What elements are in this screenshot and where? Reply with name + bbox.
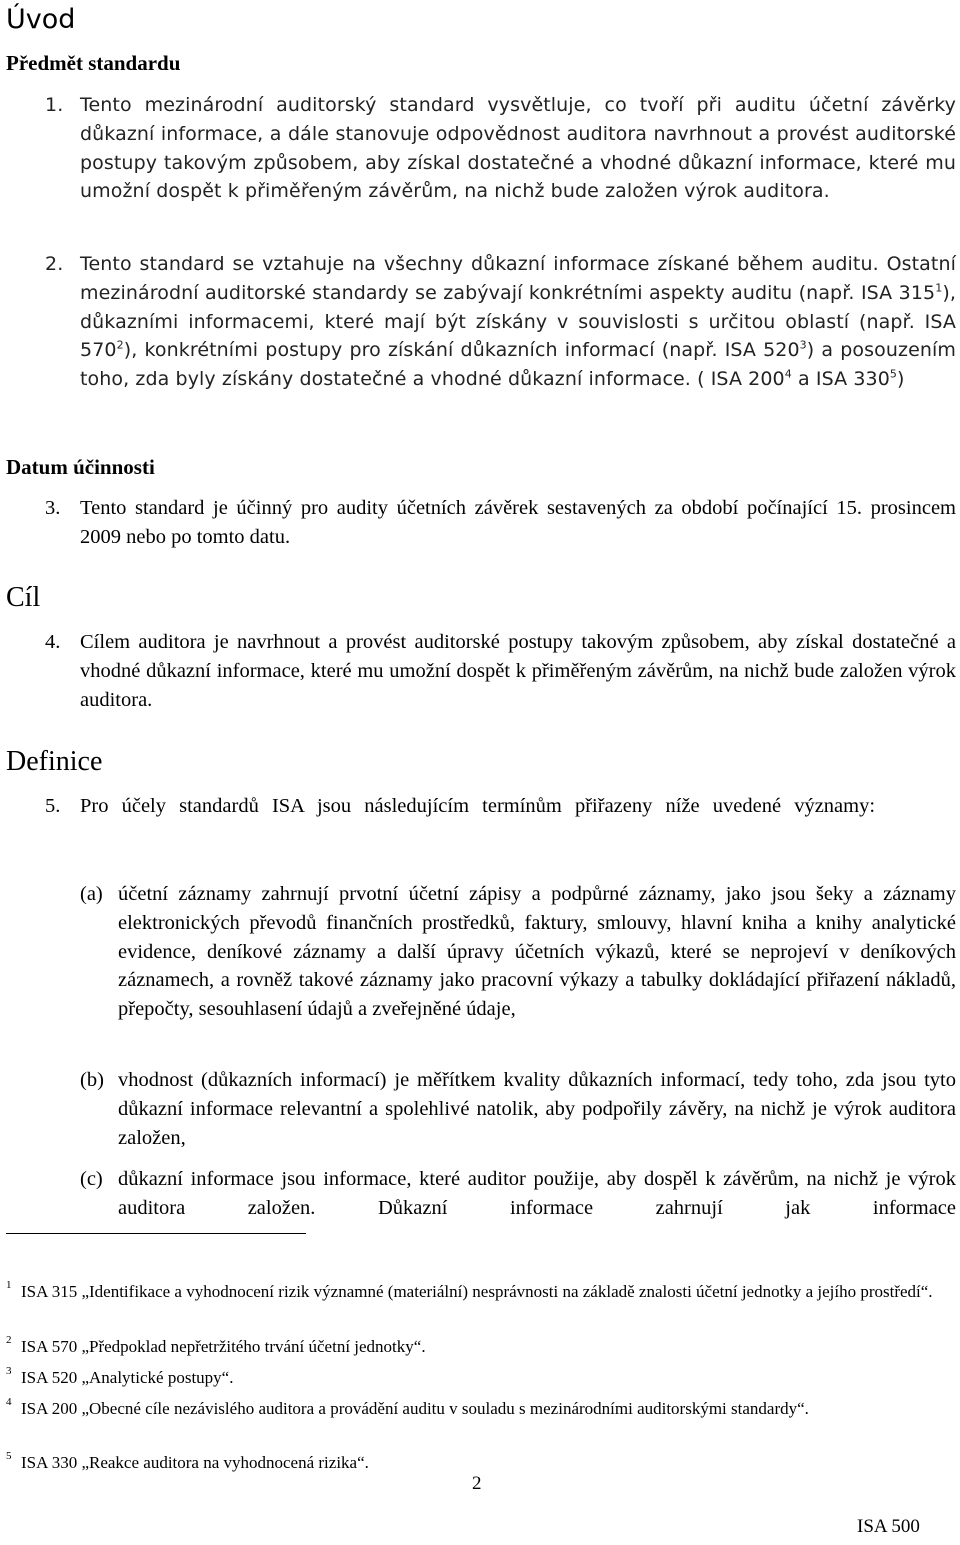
footnote-text: ISA 520 „Analytické postupy“. — [21, 1368, 234, 1387]
paragraph-1 — [45, 91, 956, 206]
footnote-ref-2: 2 — [116, 339, 124, 353]
footnote-text: ISA 570 „Předpoklad nepřetržitého trvání účetní jednotky“. — [21, 1337, 426, 1356]
paragraph-5 — [45, 792, 956, 821]
paragraph-text: Tento mezinárodní auditorský standard vysvětluje, co tvoří při auditu účetní závěrky důkazní informace, a dále stanovuje odpovědnost auditora navrhnout a provést auditorské postupy takovým způsobem, aby získal dostatečné a vhodné důkazní informace, které mu umožní dospět k přiměřeným závěrům, na nichž bude založen výrok auditora. — [80, 94, 956, 203]
definition-text: účetní záznamy zahrnují prvotní účetní zápisy a podpůrné záznamy, jako jsou šeky a záznamy elektronických převodů finančních prostředků, faktury, smlouvy, hlavní kniha a knihy analytické evidence, deníkové záznamy a další úpravy účetních výkazů, které se neprojeví v deníkových záznamech, a rovněž takové záznamy jako pracovní výkazy a tabulky dokládající přiřazení nákladů, přepočty, sesouhlasení údajů a zveřejněné údaje, — [118, 883, 956, 1021]
footnote-separator — [6, 1233, 306, 1234]
page-number: 2 — [472, 1473, 482, 1494]
footnote-mark: 5 — [6, 1450, 12, 1462]
definition-item-a — [80, 880, 956, 1024]
definition-label: (c) — [80, 1168, 103, 1190]
definition-item-b — [80, 1066, 956, 1152]
footnote-mark: 4 — [6, 1396, 12, 1408]
footnote-ref-4: 4 — [784, 367, 792, 381]
paragraph-text — [80, 253, 956, 390]
paragraph-4 — [45, 628, 956, 714]
footnote-text: ISA 330 „Reakce auditora na vyhodnocená rizika“. — [21, 1453, 369, 1472]
text-segment: ), konkrétními postupy pro získání důkazních informací (např. ISA 520 — [123, 339, 800, 362]
footnote-ref-5: 5 — [889, 367, 898, 381]
text-segment: ) — [897, 368, 905, 391]
paragraph-number: 5. — [45, 795, 61, 817]
heading-uvod: Úvod — [6, 4, 76, 35]
footnote-ref-3: 3 — [799, 339, 807, 353]
footnote-mark: 2 — [6, 1334, 12, 1346]
text-segment: a ISA 330 — [791, 368, 890, 391]
text-segment: Tento standard se vztahuje na všechny důkazní informace získané během auditu. Ostatní mezinárodní auditorské standardy se zabývají konkrétními aspekty auditu (např. ISA 315 — [80, 253, 956, 304]
footnote-mark: 3 — [6, 1365, 12, 1377]
document-id: ISA 500 — [857, 1516, 920, 1537]
text-segment: ), důkazními informacemi, které mají být získány v souvislosti s určitou oblastí (např. ISA 570 — [80, 281, 956, 362]
paragraph-3 — [45, 494, 956, 552]
text-segment: ) a posouzením toho, zda byly získány dostatečné a vhodné důkazní informace. ( ISA 200 — [80, 339, 956, 391]
paragraph-text: Cílem auditora je navrhnout a provést auditorské postupy takovým způsobem, aby získal dostatečné a vhodné důkazní informace, které mu umožní dospět k přiměřeným závěrům, na nichž bude založen výrok auditora. — [80, 631, 956, 711]
footnote-mark: 1 — [6, 1279, 12, 1291]
definition-item-c — [80, 1165, 956, 1223]
heading-predmet-standardu: Předmět standardu — [6, 51, 181, 75]
paragraph-2 — [45, 250, 956, 394]
footnote-3 — [6, 1366, 956, 1389]
paragraph-number: 1. — [45, 94, 64, 116]
definition-label: (b) — [80, 1069, 104, 1091]
footnote-ref-1: 1 — [935, 281, 943, 295]
paragraph-text: Pro účely standardů ISA jsou následujícím termínům přiřazeny níže uvedené významy: — [80, 795, 876, 817]
heading-datum-ucinnosti: Datum účinnosti — [6, 455, 155, 479]
paragraph-number: 4. — [45, 631, 61, 653]
footnote-1 — [6, 1280, 956, 1303]
heading-definice: Definice — [6, 746, 103, 777]
paragraph-text: Tento standard je účinný pro audity účetních závěrek sestavených za období počínající 15. prosincem 2009 nebo po tomto datu. — [80, 497, 956, 548]
definition-text: důkazní informace jsou informace, které auditor použije, aby dospěl k závěrům, na nichž je výrok auditora založen. Důkazní informace zahrnují jak informace — [118, 1168, 956, 1219]
footnote-4 — [6, 1397, 956, 1420]
heading-cil: Cíl — [6, 582, 41, 613]
footnote-5 — [6, 1451, 956, 1474]
paragraph-number: 3. — [45, 497, 61, 519]
definition-label: (a) — [80, 883, 103, 905]
footnote-2 — [6, 1335, 956, 1358]
footnote-text: ISA 200 „Obecné cíle nezávislého auditora a provádění auditu v souladu s mezinárodními auditorskými standardy“. — [21, 1399, 809, 1418]
paragraph-number: 2. — [45, 253, 64, 275]
footnote-text: ISA 315 „Identifikace a vyhodnocení rizik významné (materiální) nesprávnosti na základě znalosti účetní jednotky a jejího prostředí“. — [21, 1282, 933, 1301]
definition-text: vhodnost (důkazních informací) je měřítkem kvality důkazních informací, tedy toho, zda jsou tyto důkazní informace relevantní a spolehlivé natolik, aby podpořily závěry, na nichž je výrok auditora založen, — [118, 1069, 956, 1149]
